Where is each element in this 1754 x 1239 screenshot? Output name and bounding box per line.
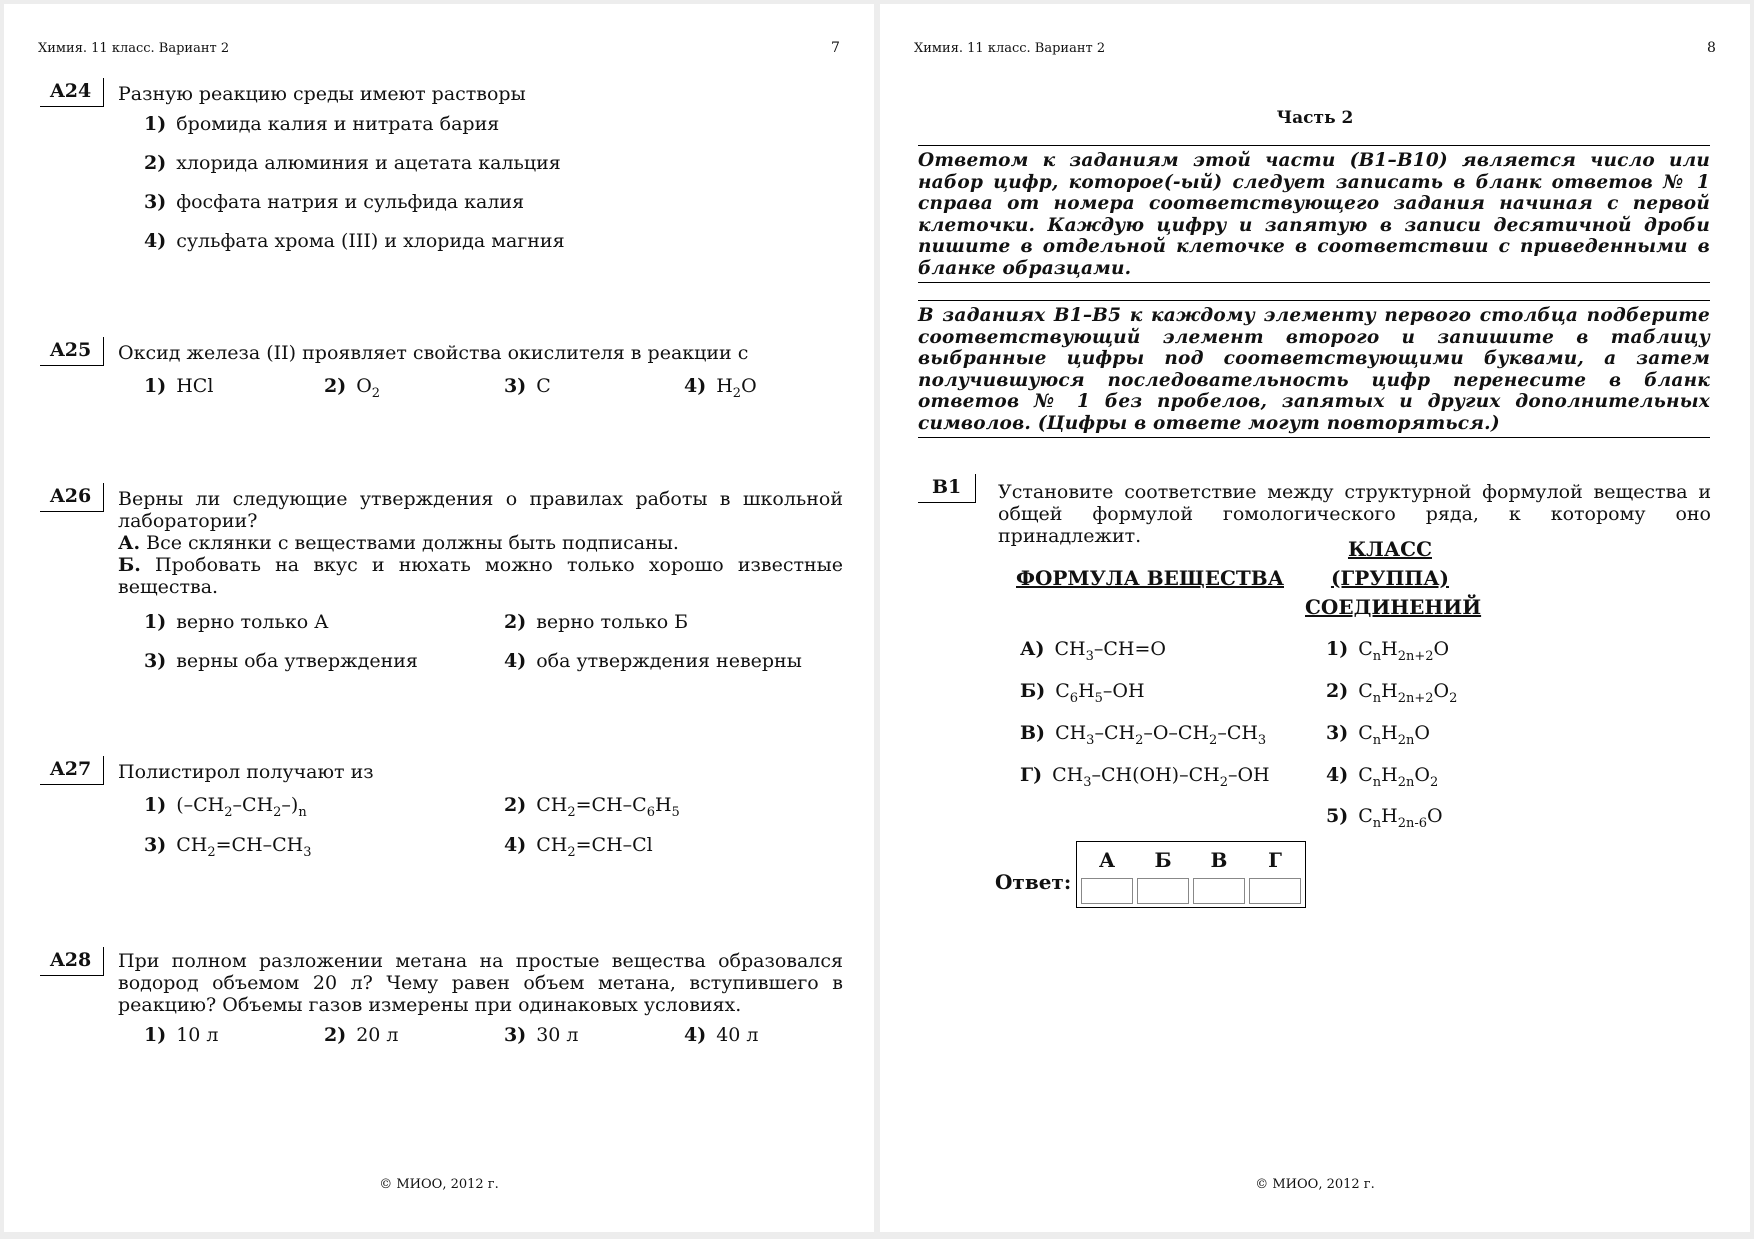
answer-option[interactable]: 1) HCl <box>144 375 214 397</box>
answer-option[interactable]: 3) верны оба утверждения <box>144 650 418 672</box>
answer-option[interactable]: 1) бромида калия и нитрата бария <box>144 113 500 135</box>
answer-option[interactable]: 2) $O_2$ <box>324 375 381 401</box>
answer-label: Ответ: <box>995 870 1072 894</box>
answer-option[interactable]: 4) оба утверждения неверны <box>504 650 802 672</box>
question-stem: Верны ли следующие утверждения о правилах работы в школьной лаборатории? А. Все склянки с веществами должны быть подписаны. Б. Пробовать на вкус и нюхать можно только хорошо известные вещества. <box>118 488 843 598</box>
answer-cell-b[interactable] <box>1137 878 1189 904</box>
page-7 <box>4 4 874 1232</box>
part-title: Часть 2 <box>1276 108 1354 128</box>
answer-option[interactable]: 3) фосфата натрия и сульфида калия <box>144 191 525 213</box>
class-column-header: КЛАСС (ГРУППА) СОЕДИНЕНИЙ <box>1305 537 1482 619</box>
question-number: A28 <box>40 947 104 976</box>
page-number: 8 <box>1707 40 1716 56</box>
answer-cell-a[interactable] <box>1081 878 1133 904</box>
running-header: Химия. 11 класс. Вариант 2 <box>38 41 230 56</box>
question-stem: При полном разложении метана на простые вещества образовался водород объемом 20 л? Чему равен объем метана, вступившего в реакцию? Объемы газов измерены при одинаковых условиях. <box>118 950 843 1016</box>
instruction-answer-format: Ответом к заданиям этой части (В1–В10) является число или набор цифр, которое(-ый) следует записать в бланк ответов № 1 справа от номера соответствующего задания начиная с первой клеточки. Каждую цифру и запятую в записи десятичной дроби пишите в отдельной клеточке в соответствии с приведенными в бланке образцами. <box>918 145 1710 283</box>
question-number: A27 <box>40 756 104 785</box>
answer-option[interactable]: 2) 20 л <box>324 1024 399 1046</box>
class-item-1: 1) $C_nH_{2n+2}O$ <box>1326 638 1450 664</box>
page-footer: © МИОО, 2012 г. <box>379 1177 499 1192</box>
formula-item-g: Г) $CH_3-CH(OH)-CH_2-OH$ <box>1020 764 1270 790</box>
question-stem: Оксид железа (II) проявляет свойства окислителя в реакции с <box>118 342 749 364</box>
class-item-4: 4) $C_nH_{2n}O_2$ <box>1326 764 1439 790</box>
answer-option[interactable]: 3) C <box>504 375 551 397</box>
page-number: 7 <box>831 40 840 56</box>
page-8 <box>880 4 1750 1232</box>
instruction-matching: В заданиях В1–В5 к каждому элементу первого столбца подберите соответствующий элемент второго и запишите в таблицу выбранные цифры под соответствующими буквами, а затем получившуюся последовательность цифр перенесите в бланк ответов № 1 без пробелов, запятых и других дополнительных символов. (Цифры в ответе могут повторяться.) <box>918 300 1710 438</box>
question-number: A24 <box>40 78 104 107</box>
answer-option[interactable]: 2) верно только Б <box>504 611 689 633</box>
answer-option[interactable]: 2) хлорида алюминия и ацетата кальция <box>144 152 561 174</box>
answer-cell-g[interactable] <box>1249 878 1301 904</box>
answer-option[interactable]: 3) $CH_2=CH-CH_3$ <box>144 834 312 860</box>
formula-item-v: В) $CH_3-CH_2-O-CH_2-CH_3$ <box>1020 722 1267 748</box>
answer-column-a: А <box>1098 848 1116 872</box>
formula-item-b: Б) $C_6H_5-OH$ <box>1020 680 1145 706</box>
question-stem: Установите соответствие между структурной формулой вещества и общей формулой гомологического ряда, к которому оно принадлежит. <box>998 481 1711 547</box>
page-footer: © МИОО, 2012 г. <box>1255 1177 1375 1192</box>
answer-option[interactable]: 4) сульфата хрома (III) и хлорида магния <box>144 230 565 252</box>
answer-column-g: Г <box>1268 848 1282 872</box>
answer-column-b: Б <box>1154 848 1172 872</box>
question-stem: Полистирол получают из <box>118 761 374 783</box>
question-number: A26 <box>40 483 104 512</box>
formula-column-header: ФОРМУЛА ВЕЩЕСТВА <box>1016 566 1284 590</box>
answer-option[interactable]: 1) $(-CH_2-CH_2-)_n$ <box>144 794 307 820</box>
class-item-5: 5) $C_nH_{2n-6}O$ <box>1326 805 1443 831</box>
answer-option[interactable]: 2) $CH_2=CH-C_6H_5$ <box>504 794 680 820</box>
answer-option[interactable]: 4) $H_2O$ <box>684 375 757 401</box>
answer-option[interactable]: 4) 40 л <box>684 1024 759 1046</box>
question-number: В1 <box>918 474 976 503</box>
statement-a-label: А. <box>118 532 141 554</box>
running-header: Химия. 11 класс. Вариант 2 <box>914 41 1106 56</box>
statement-b-label: Б. <box>118 554 141 576</box>
question-number: A25 <box>40 337 104 366</box>
answer-option[interactable]: 3) 30 л <box>504 1024 579 1046</box>
answer-table <box>1076 841 1306 908</box>
class-item-2: 2) $C_nH_{2n+2}O_2$ <box>1326 680 1458 706</box>
answer-column-v: В <box>1210 848 1228 872</box>
answer-option[interactable]: 4) $CH_2=CH-Cl$ <box>504 834 653 860</box>
question-stem: Разную реакцию среды имеют растворы <box>118 83 526 105</box>
answer-option[interactable]: 1) верно только А <box>144 611 329 633</box>
formula-item-a: А) $CH_3-CH=O$ <box>1020 638 1166 664</box>
class-item-3: 3) $C_nH_{2n}O$ <box>1326 722 1430 748</box>
answer-cell-v[interactable] <box>1193 878 1245 904</box>
answer-option[interactable]: 1) 10 л <box>144 1024 219 1046</box>
